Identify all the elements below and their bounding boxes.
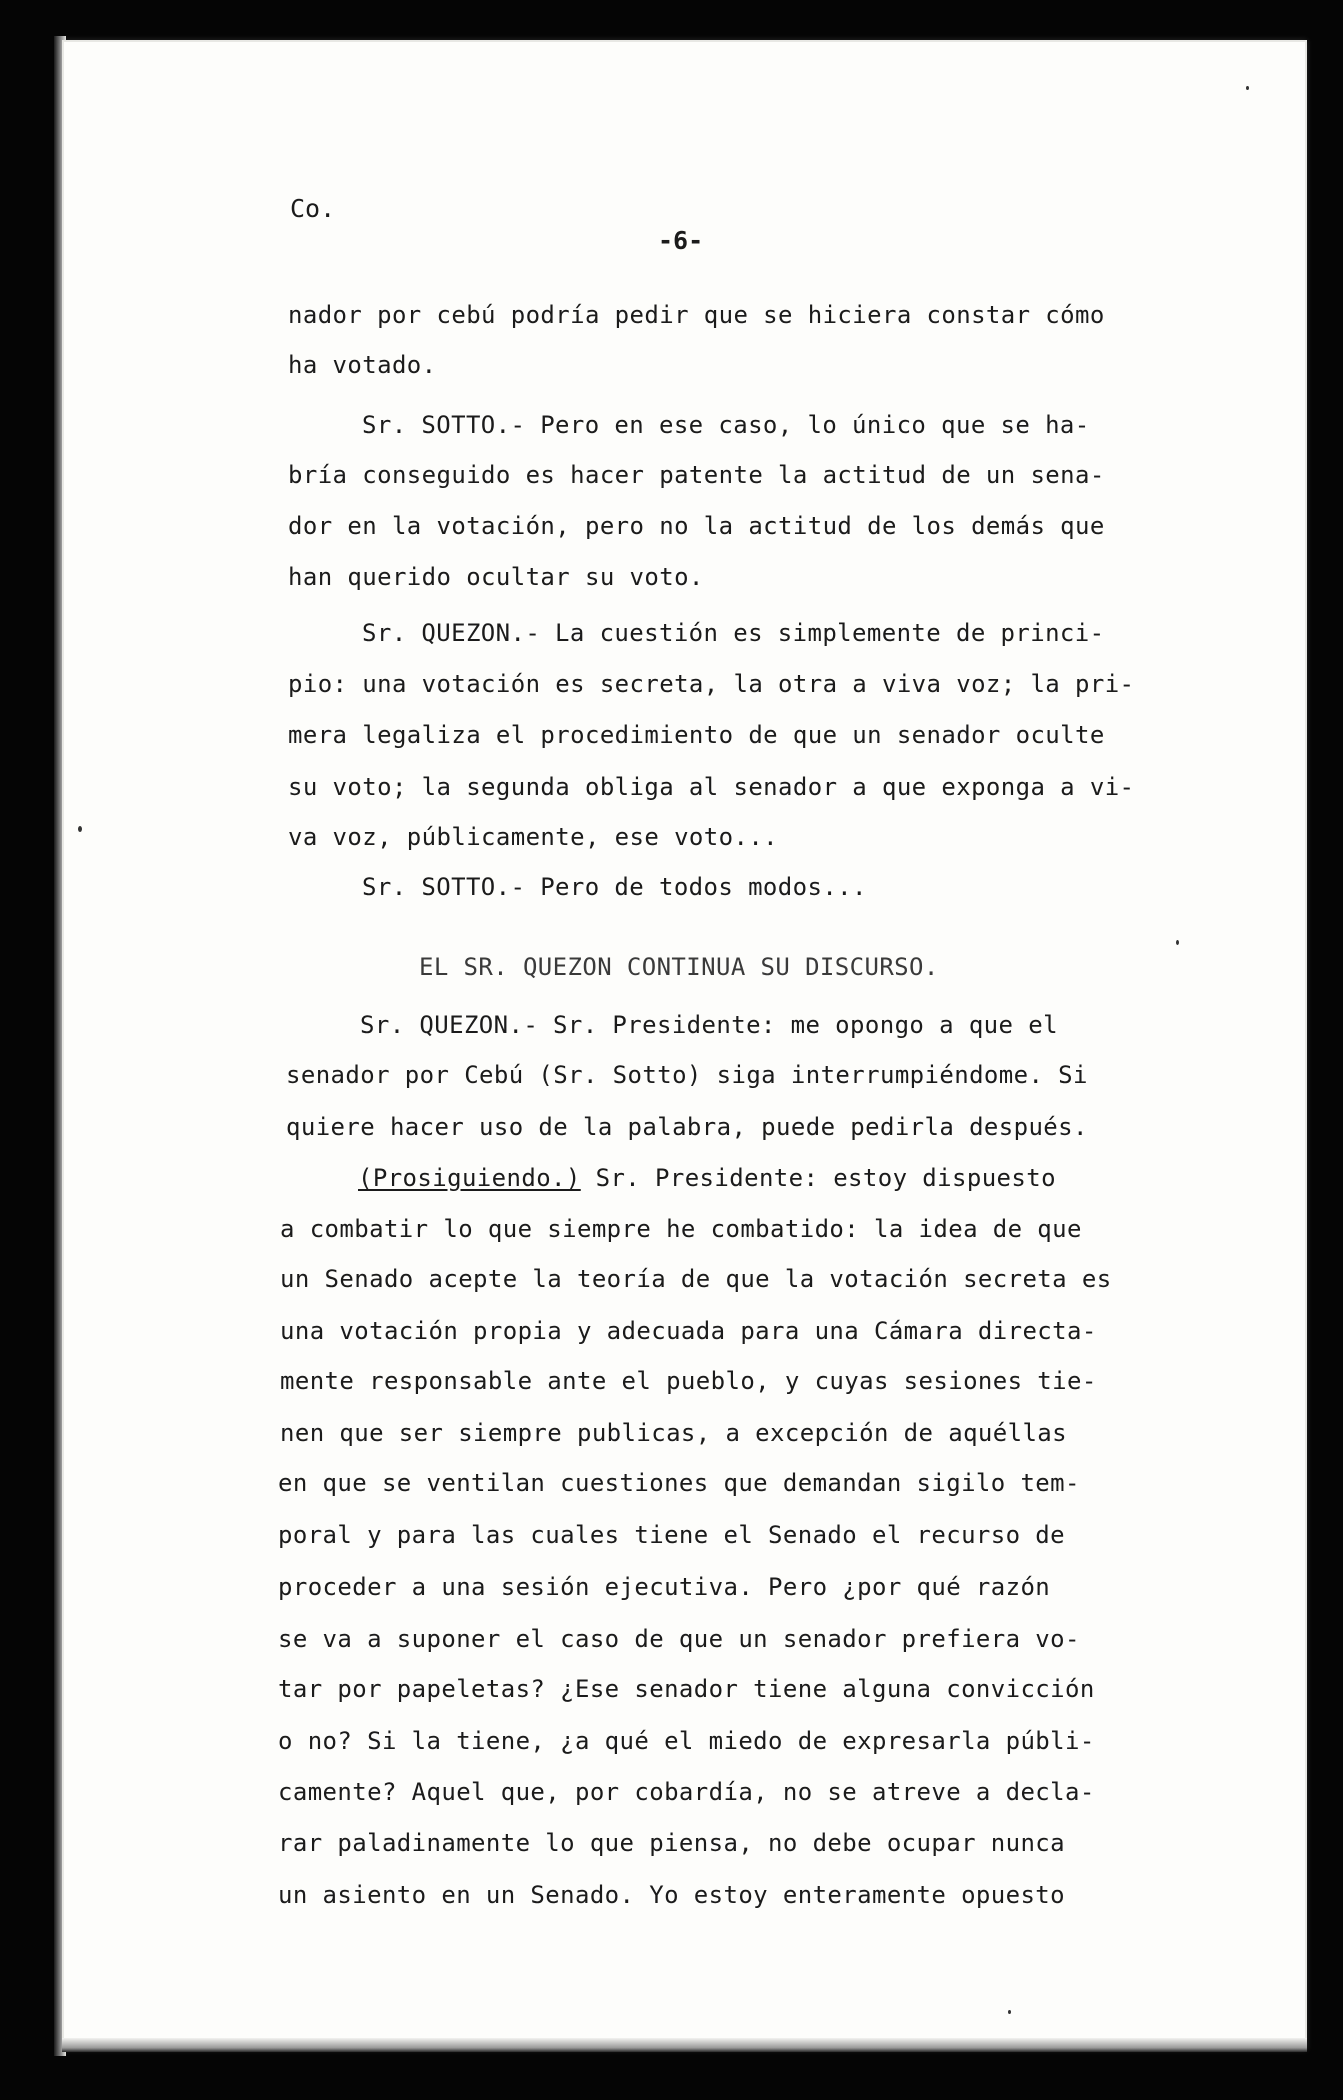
corner-label: Co.: [290, 194, 336, 223]
section-heading: EL SR. QUEZON CONTINUA SU DISCURSO.: [419, 953, 939, 981]
text-line: han querido ocultar su voto.: [288, 563, 704, 591]
text-line-continuation: Sr. Presidente: estoy dispuesto: [595, 1164, 1056, 1192]
scan-speck: [1246, 86, 1249, 90]
text-line: dor en la votación, pero no la actitud de los demás que: [288, 512, 1105, 540]
text-line: un Senado acepte la teoría de que la votación secreta es: [280, 1265, 1112, 1293]
text-line: pio: una votación es secreta, la otra a viva voz; la pri-: [288, 670, 1135, 698]
text-line: nen que ser siempre publicas, a excepción de aquéllas: [280, 1419, 1068, 1447]
text-line: o no? Si la tiene, ¿a qué el miedo de expresarla públi-: [278, 1727, 1095, 1755]
text-line: a combatir lo que siempre he combatido: la idea de que: [280, 1215, 1082, 1243]
text-line: un asiento en un Senado. Yo estoy enteramente opuesto: [278, 1881, 1066, 1909]
text-line: mera legaliza el procedimiento de que un senador oculte: [288, 721, 1105, 749]
text-line: Sr. QUEZON.- La cuestión es simplemente de princi-: [362, 619, 1105, 647]
scan-speck: [1008, 2010, 1011, 2014]
text-line: bría conseguido es hacer patente la actitud de un sena-: [288, 461, 1105, 489]
text-line: Sr. QUEZON.- Sr. Presidente: me opongo a que el: [360, 1011, 1058, 1039]
text-line: proceder a una sesión ejecutiva. Pero ¿por qué razón: [278, 1573, 1051, 1601]
text-line: rar paladinamente lo que piensa, no debe ocupar nunca: [278, 1829, 1066, 1857]
stage-direction: (Prosiguiendo.): [358, 1164, 581, 1192]
text-line: se va a suponer el caso de que un senador prefiera vo-: [278, 1625, 1080, 1653]
text-line: senador por Cebú (Sr. Sotto) siga interrumpiéndome. Si: [286, 1061, 1088, 1089]
text-line: una votación propia y adecuada para una Cámara directa-: [280, 1317, 1097, 1345]
text-line: Sr. SOTTO.- Pero en ese caso, lo único que se ha-: [362, 411, 1090, 439]
text-line: ha votado.: [288, 351, 437, 379]
scan-speck: [1176, 940, 1179, 945]
text-line: tar por papeletas? ¿Ese senador tiene alguna convicción: [278, 1675, 1095, 1703]
text-line: camente? Aquel que, por cobardía, no se atreve a decla-: [278, 1778, 1095, 1806]
text-line: su voto; la segunda obliga al senador a que exponga a vi-: [288, 773, 1135, 801]
text-line: en que se ventilan cuestiones que demandan sigilo tem-: [278, 1469, 1080, 1497]
text-line: poral y para las cuales tiene el Senado el recurso de: [278, 1521, 1066, 1549]
text-line: mente responsable ante el pueblo, y cuyas sesiones tie-: [280, 1367, 1097, 1395]
scan-speck: [78, 826, 82, 832]
text-line: [358, 1163, 1056, 1193]
text-line: va voz, públicamente, ese voto...: [288, 823, 779, 851]
text-line: quiere hacer uso de la palabra, puede pedirla después.: [286, 1113, 1088, 1141]
text-line: Sr. SOTTO.- Pero de todos modos...: [362, 873, 867, 901]
text-line: nador por cebú podría pedir que se hiciera constar cómo: [288, 301, 1105, 329]
page-number: -6-: [658, 226, 704, 255]
paper-bottom-edge: [62, 2038, 1307, 2052]
